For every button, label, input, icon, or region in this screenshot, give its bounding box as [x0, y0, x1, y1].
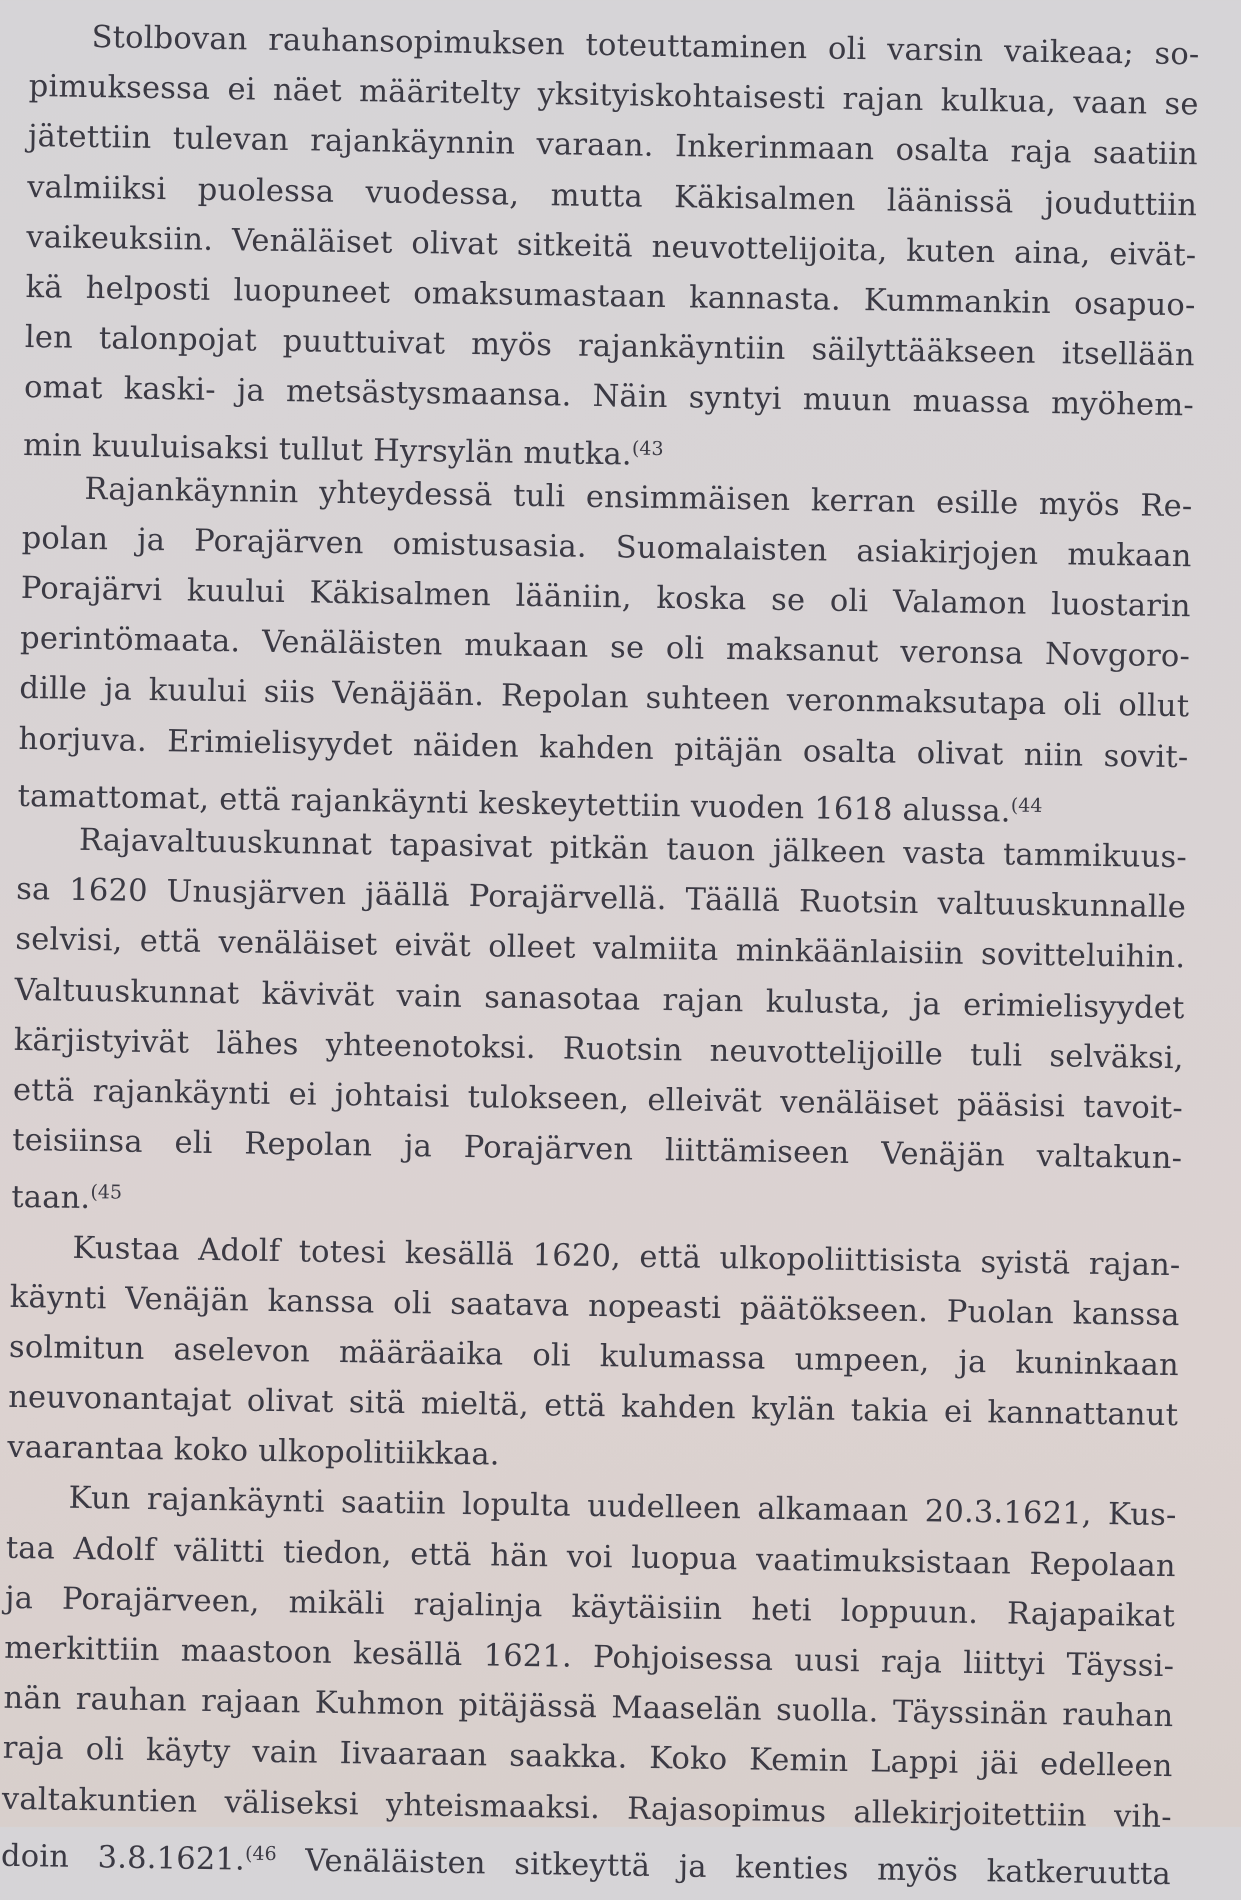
- book-page: [0, 12, 1200, 1892]
- paragraph: [23, 12, 1200, 482]
- text-line: käynti Venäjän kanssa oli saatava nopeasti päätökseen. Puolan kanssa: [9, 1279, 1180, 1333]
- text-line: sa 1620 Unusjärven jäällä Porajärvellä. Täällä Ruotsin valtuuskunnalle: [15, 872, 1187, 926]
- text-line: solmitun aselevon määräaika oli kulumassa umpeen, ja kuninkaan: [8, 1329, 1180, 1384]
- text-line: Rajavaltuuskunnat tapasivat pitkän tauon jälkeen vasta tammikuus-: [78, 822, 1188, 876]
- text-line: merkittiin maastoon kesällä 1621. Pohjoisessa uusi raja liittyi Täyssi-: [4, 1630, 1175, 1685]
- text-line: Rajankäynnin yhteydessä tuli ensimmäisen kerran esille myös Re-: [84, 471, 1193, 525]
- paragraph: [7, 1222, 1181, 1491]
- text-line: selvisi, että venäläiset eivät olleet valmiita minkäänlaisiin sovitteluihin.: [15, 922, 1186, 976]
- text-line: valmiiksi puolessa vuodessa, mutta Käkisalmen läänissä jouduttiin: [26, 169, 1198, 223]
- text-line: omat kaski- ja metsästysmaansa. Näin syntyi muun muassa myöhem-: [23, 370, 1195, 424]
- footnote-ref: (45: [90, 1181, 123, 1204]
- text-line: vaikeuksiin. Venäläiset olivat sitkeitä neuvottelijoita, kuten aina, eivät-: [26, 219, 1197, 274]
- text-line: kä helposti luopuneet omaksumastaan kannasta. Kummankin osapuo-: [25, 269, 1196, 324]
- text-line: Porajärvi kuului Käkisalmen lääniin, koska se oli Valamon luostarin: [20, 570, 1192, 625]
- text-line: dille ja kuului siis Venäjään. Repolan suhteen veronmaksutapa oli ollut: [19, 671, 1190, 725]
- footnote-ref: (43: [631, 437, 664, 460]
- text-line: min kuuluisaksi tullut Hyrsylän mutka.$^{(43}$: [22, 427, 664, 473]
- text-line: raja oli käyty vain Iivaaraan saakka. Koko Kemin Lappi jäi edelleen: [2, 1731, 1173, 1785]
- text-line: jätettiin tulevan rajankäynnin varaan. Inkerinmaan osalta raja saatiin: [27, 119, 1199, 173]
- text-line: Kun rajankäynti saatiin lopulta uudelleen alkamaan 20.3.1621, Kus-: [68, 1481, 1177, 1534]
- footnote-ref: (46: [244, 1842, 277, 1865]
- text-line: taa Adolf välitti tiedon, että hän voi luopua vaatimuksistaan Repolaan: [5, 1530, 1177, 1584]
- paragraph: [11, 815, 1187, 1235]
- text-line: valtakuntien väliseksi yhteismaaksi. Rajasopimus allekirjoitettiin vih-: [1, 1781, 1173, 1835]
- text-line: pimuksessa ei näet määritelty yksityiskohtaisesti rajan kulkua, vaan se: [28, 69, 1199, 123]
- text-line: taan.$^{(45}$: [11, 1180, 123, 1217]
- text-line: Stolbovan rauhansopimuksen toteuttaminen oli varsin vaikeaa; so-: [91, 19, 1200, 73]
- text-line: horjuva. Erimielisyydet näiden kahden pitäjän osalta olivat niin sovit-: [18, 721, 1189, 775]
- text-line: Kustaa Adolf totesi kesällä 1620, että ulkopoliittisista syistä rajan-: [72, 1230, 1181, 1283]
- text-line: kärjistyivät lähes yhteenotoksi. Ruotsin neuvottelijoille tuli selväksi,: [13, 1022, 1184, 1076]
- paragraph: [17, 464, 1192, 834]
- paragraph: [1, 1473, 1177, 1893]
- text-line: perintömaata. Venäläisten mukaan se oli maksanut veronsa Novgoro-: [19, 621, 1191, 675]
- text-line: len talonpojat puuttuivat myös rajankäyntiin säilyttääkseen itsellään: [24, 320, 1196, 374]
- text-line: että rajankäynti ei johtaisi tulokseen, elleivät venäläiset pääsisi tavoit-: [12, 1072, 1184, 1127]
- text-line: neuvonantajat olivat sitä mieltä, että kahden kylän takia ei kannattanut: [7, 1379, 1179, 1434]
- text-line: ja Porajärveen, mikäli rajalinja käytäisiin heti loppuun. Rajapaikat: [4, 1580, 1176, 1634]
- text-line: nän rauhan rajaan Kuhmon pitäjässä Maaselän suolla. Täyssinän rauhan: [3, 1680, 1174, 1735]
- text-line: doin 3.8.1621.$^{(46}$ Venäläisten sitkeyttä ja kenties myös katkeruutta: [0, 1838, 1172, 1892]
- text-line: vaarantaa koko ulkopolitiikkaa.: [7, 1430, 501, 1473]
- text-line: tamattomat, että rajankäynti keskeytettiin vuoden 1618 alussa.$^{(44}$: [17, 778, 1043, 830]
- text-line: Valtuuskunnat kävivät vain sanasotaa rajan kulusta, ja erimielisyydet: [14, 972, 1185, 1026]
- footnote-ref: (44: [1010, 794, 1043, 817]
- text-line: polan ja Porajärven omistusasia. Suomalaisten asiakirjojen mukaan: [21, 520, 1192, 575]
- text-line: teisiinsa eli Repolan ja Porajärven liittämiseen Venäjän valtakun-: [11, 1122, 1183, 1177]
